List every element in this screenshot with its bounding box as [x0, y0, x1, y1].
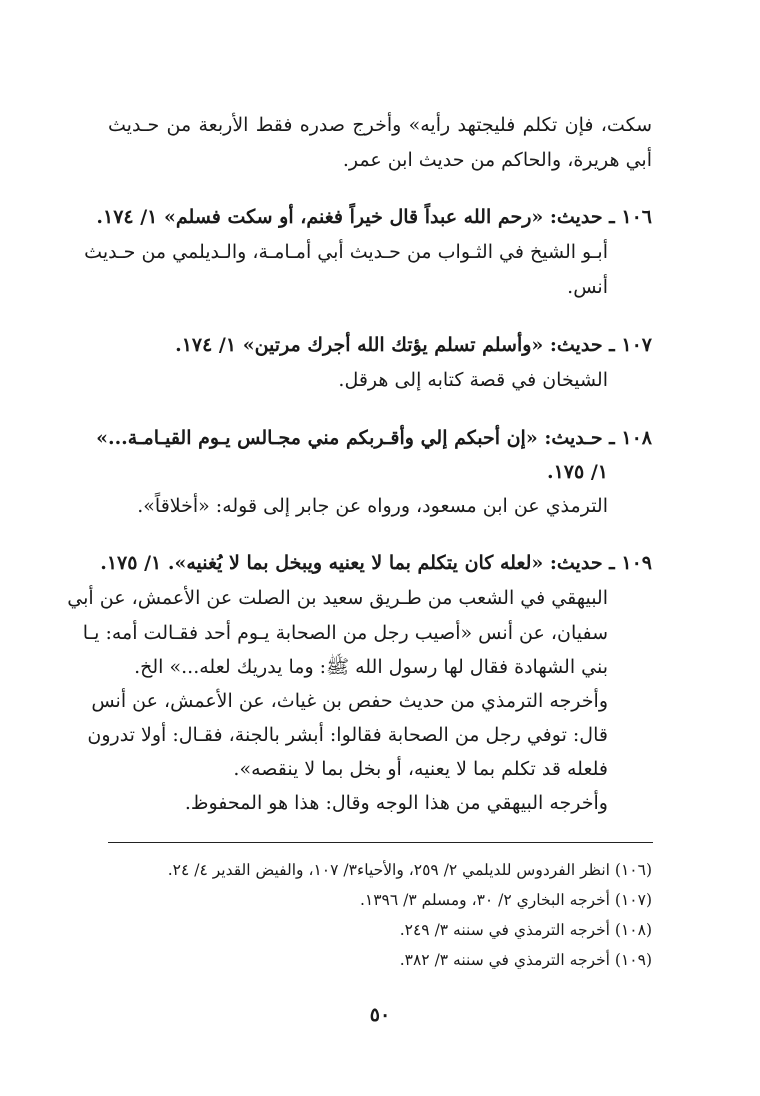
footnote-107: (١٠٧) أخرجه البخاري ٢/ ٣٠، ومسلم ٣/ ١٣٩٦.: [359, 891, 652, 909]
text-line: البيهقي في الشعب من طـريق سعيد بن الصلت عن الأعمش، عن أبي: [67, 587, 608, 609]
text-line: فلعله قد تكلم بما لا يعنيه، أو بخل بما لا ينقصه».: [233, 758, 608, 780]
text-line: أبي هريرة، والحاكم من حديث ابن عمر.: [342, 149, 652, 171]
footnote-108: (١٠٨) أخرجه الترمذي في سننه ٣/ ٢٤٩.: [399, 921, 652, 939]
page-number: ٥٠: [369, 1004, 391, 1026]
text-line: سكت، فإن تكلم فليجتهد رأيه» وأخرج صدره فقط الأربعة من حـديث: [108, 114, 652, 136]
footnote-divider: [108, 842, 653, 843]
text-line: أنس.: [567, 276, 608, 298]
text-line: الترمذي عن ابن مسعود، ورواه عن جابر إلى قوله: «أخلاقاً».: [137, 495, 608, 517]
footnote-109: (١٠٩) أخرجه الترمذي في سننه ٣/ ٣٨٢.: [399, 951, 652, 969]
hadith-heading-109: ١٠٩ ـ حديث: «لعله كان يتكلم بما لا يعنيه ويبخل بما لا يُغنيه». ١/ ١٧٥.: [100, 552, 652, 574]
text-line: وأخرجه البيهقي من هذا الوجه وقال: هذا هو المحفوظ.: [184, 792, 608, 814]
hadith-heading-108-ref: ١/ ١٧٥.: [546, 461, 608, 483]
text-line: الشيخان في قصة كتابه إلى هرقل.: [338, 369, 608, 391]
text-line: سفيان، عن أنس «أصيب رجل من الصحابة يـوم أحد فقـالت أمه: يـا: [82, 622, 608, 644]
text-line: قال: توفي رجل من الصحابة فقالوا: أبشر بالجنة، فقـال: أولا تدرون: [87, 724, 608, 746]
footnote-106: (١٠٦) انظر الفردوس للديلمي ٢/ ٢٥٩، والأحياء٣/ ١٠٧، والفيض القدير ٤/ ٢٤.: [167, 861, 652, 879]
text-line: أبـو الشيخ في الثـواب من حـديث أبي أمـامـة، والـديلمي من حـديث: [84, 241, 608, 263]
hadith-heading-106: ١٠٦ ـ حديث: «رحم الله عبداً قال خيراً فغنم، أو سكت فسلم» ١/ ١٧٤.: [96, 206, 652, 228]
text-line: وأخرجه الترمذي من حديث حفص بن غياث، عن الأعمش، عن أنس: [91, 690, 608, 712]
text-line: بني الشهادة فقال لها رسول الله ﷺ: وما يدريك لعله...» الخ.: [134, 656, 608, 678]
hadith-heading-107: ١٠٧ ـ حديث: «وأسلم تسلم يؤتك الله أجرك مرتين» ١/ ١٧٤.: [175, 334, 652, 356]
hadith-heading-108: ١٠٨ ـ حـديث: «إن أحبكم إلي وأقـربكم مني مجـالس يـوم القيـامـة...»: [96, 427, 652, 449]
